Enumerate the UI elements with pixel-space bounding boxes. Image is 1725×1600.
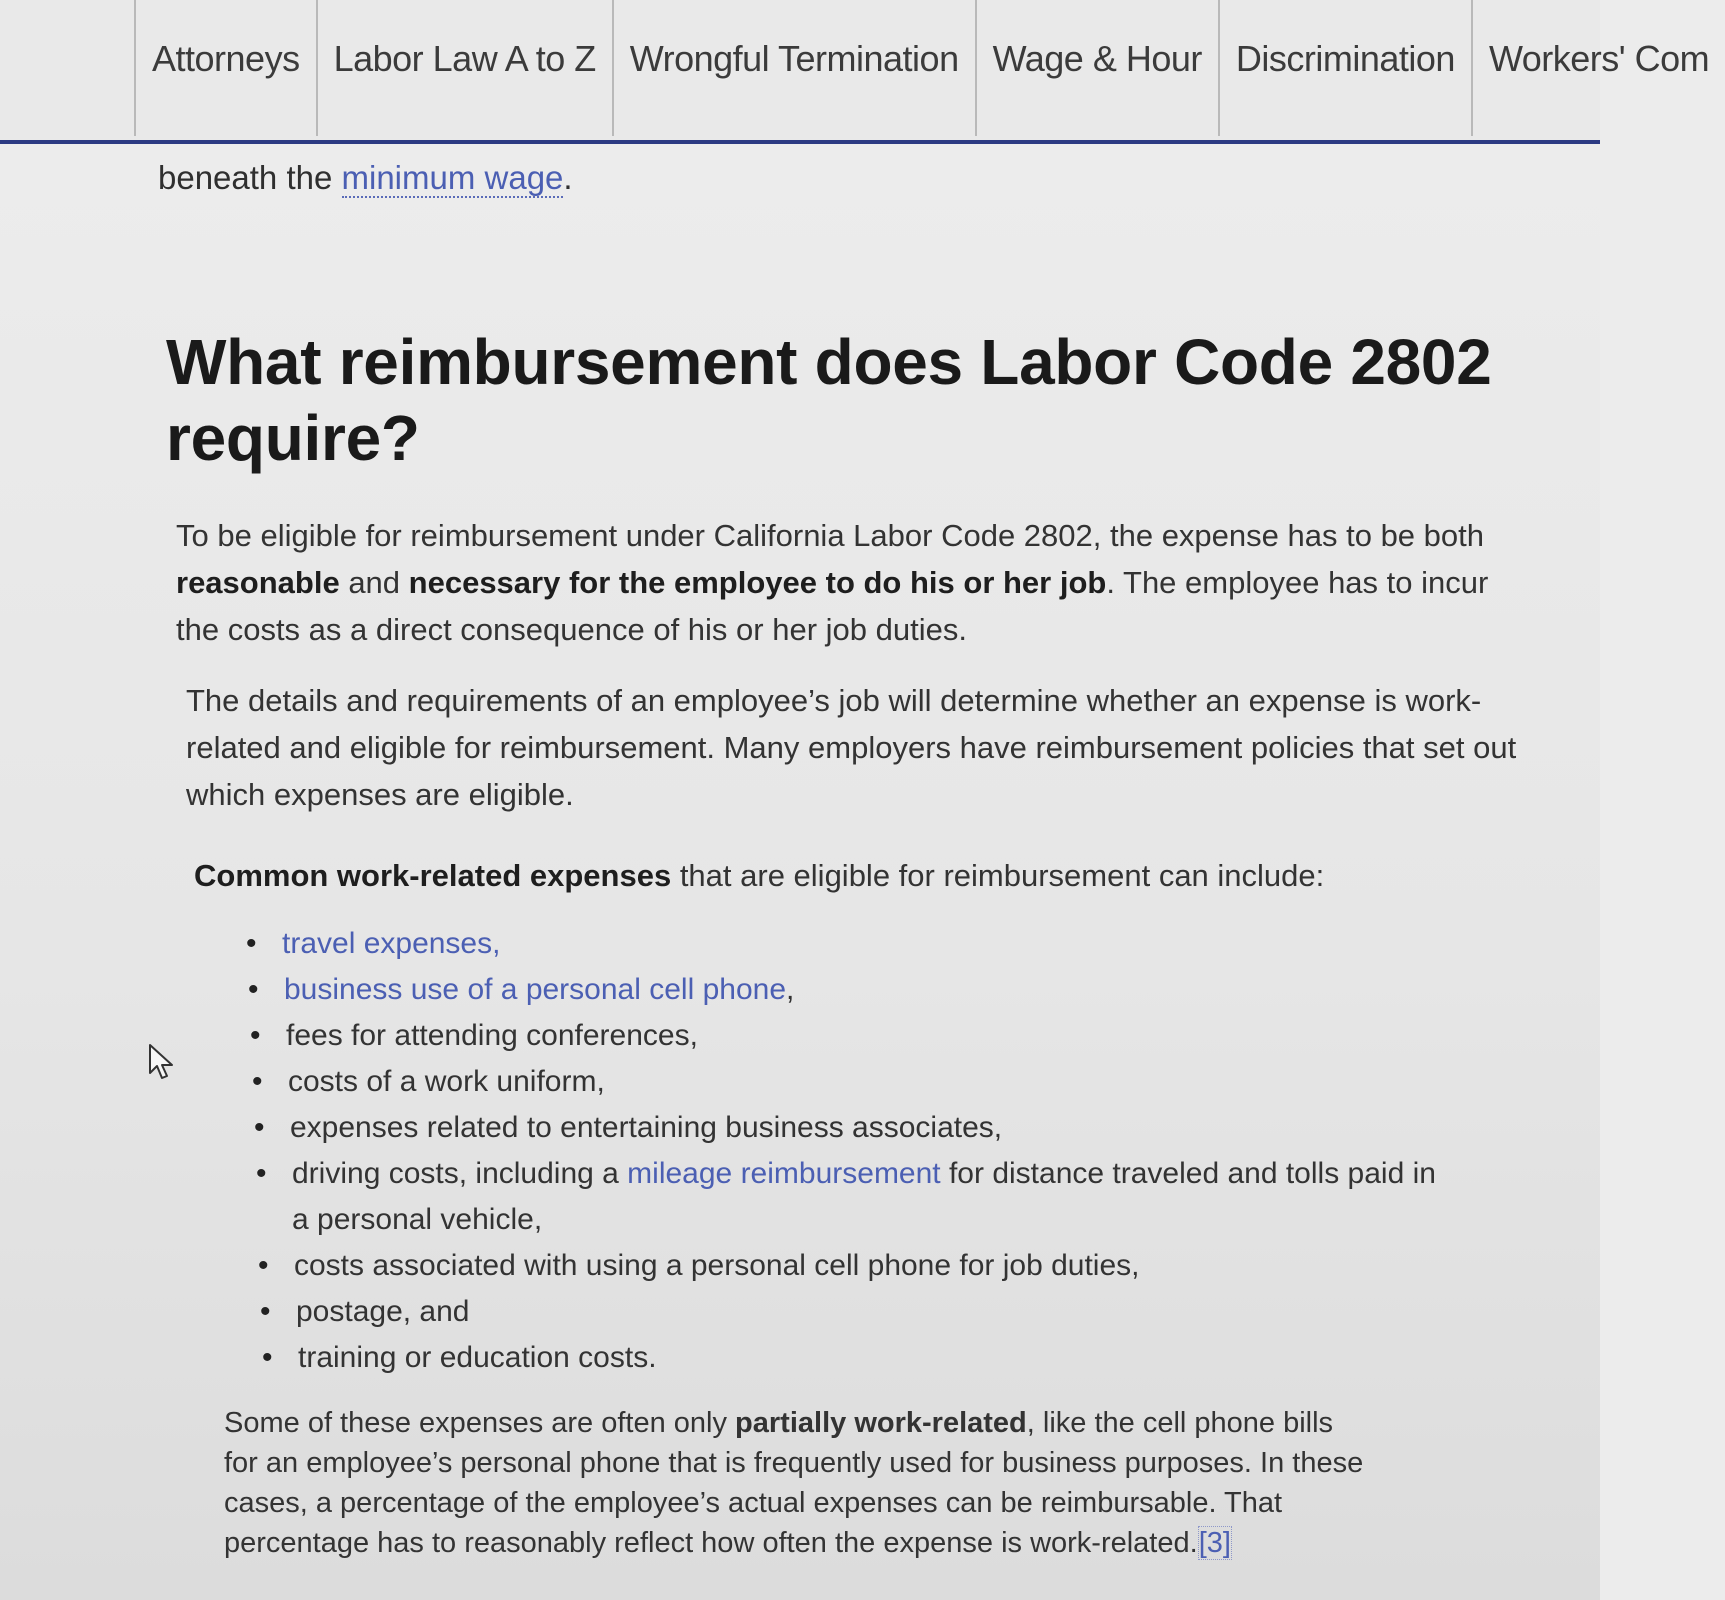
- common-expenses-rest: that are eligible for reimbursement can include:: [671, 858, 1325, 893]
- nav-item-attorneys[interactable]: Attorneys: [136, 0, 318, 136]
- bullet-icon: •: [252, 1065, 263, 1098]
- mouse-cursor-icon: [148, 1043, 176, 1083]
- article-body: [158, 152, 1548, 1563]
- lead-text-end: .: [563, 159, 573, 196]
- bullet-icon: •: [246, 927, 257, 960]
- bullet-icon: •: [262, 1341, 273, 1374]
- partial-text-1: Some of these expenses are often only: [224, 1407, 736, 1439]
- eligibility-text-3: . The employee has to incur the costs as a direct consequence of his or her job duties.: [176, 565, 1489, 647]
- list-item-text: training or education costs.: [298, 1341, 657, 1374]
- nav-item-wage-and-hour[interactable]: Wage & Hour: [977, 0, 1220, 136]
- cell-phone-link[interactable]: business use of a personal cell phone: [284, 973, 787, 1006]
- list-item: [248, 967, 1446, 1013]
- nav-menu: [134, 0, 1725, 136]
- top-navigation-bar: [0, 0, 1710, 144]
- driving-text-end: for distance traveled and tolls paid in a personal vehicle,: [292, 1157, 1436, 1236]
- list-item: [254, 1105, 1446, 1151]
- list-item-text: costs of a work uniform,: [288, 1065, 605, 1098]
- lead-text: [158, 152, 1548, 204]
- reasonable-bold: reasonable: [176, 565, 340, 600]
- bullet-icon: •: [248, 973, 259, 1006]
- job-details-paragraph: The details and requirements of an employee’s job will determine whether an expense is work-related and eligible for reimbursement. Many employers have reimbursement policies that set out which expenses are eligible.: [186, 683, 1517, 812]
- bullet-icon: •: [254, 1111, 265, 1144]
- bullet-icon: •: [260, 1295, 271, 1328]
- driving-text-start: driving costs, including a: [292, 1157, 628, 1190]
- footnote-link[interactable]: [3]: [1198, 1527, 1231, 1559]
- necessary-bold: necessary for the employee to do his or her job: [408, 565, 1107, 600]
- mileage-reimbursement-link[interactable]: mileage reimbursement: [627, 1157, 941, 1190]
- nav-item-labor-law-a-to-z[interactable]: Labor Law A to Z: [318, 0, 614, 136]
- list-item: [262, 1335, 1446, 1381]
- list-item-text: postage, and: [296, 1295, 470, 1328]
- nav-item-workers-comp[interactable]: Workers' Com: [1488, 38, 1710, 79]
- nav-item-discrimination[interactable]: Discrimination: [1220, 0, 1473, 136]
- minimum-wage-link[interactable]: minimum wage: [341, 159, 564, 196]
- eligibility-paragraph: [176, 512, 1516, 653]
- section-heading: What reimbursement does Labor Code 2802 require?: [166, 326, 1492, 474]
- list-item: [246, 921, 1446, 967]
- list-item: [260, 1289, 1446, 1335]
- eligibility-text-2: and: [339, 565, 409, 600]
- expense-list: [246, 921, 1446, 1381]
- list-item-text: fees for attending conferences,: [286, 1019, 698, 1052]
- partially-work-related-bold: partially work-related: [735, 1407, 1027, 1439]
- list-item-text: costs associated with using a personal cell phone for job duties,: [294, 1249, 1140, 1282]
- bullet-icon: •: [256, 1157, 267, 1190]
- nav-item-wrongful-termination[interactable]: Wrongful Termination: [614, 0, 977, 136]
- partial-expenses-paragraph: [224, 1403, 1374, 1563]
- travel-expenses-link[interactable]: travel expenses,: [282, 927, 501, 960]
- common-expenses-bold: Common work-related expenses: [194, 858, 672, 893]
- common-expenses-intro: [194, 852, 1548, 899]
- partial-text-2: , like the cell phone bills for an employee’s personal phone that is frequently used for business purposes. In these cases, a percentage of the employee’s actual expenses can be reimbursable. That percentage has to reasonably reflect how often the expense is work-related.: [224, 1407, 1364, 1559]
- list-item: [256, 1151, 1446, 1243]
- bullet-icon: •: [250, 1019, 261, 1052]
- list-item: [252, 1059, 1446, 1105]
- cell-phone-comma: ,: [786, 973, 795, 1006]
- list-item: [258, 1243, 1446, 1289]
- list-item: [250, 1013, 1446, 1059]
- list-item-text: expenses related to entertaining business associates,: [290, 1111, 1003, 1144]
- lead-text-start: beneath the: [158, 159, 342, 196]
- eligibility-text-1: To be eligible for reimbursement under California Labor Code 2802, the expense has to be both: [176, 518, 1484, 553]
- bullet-icon: •: [258, 1249, 269, 1282]
